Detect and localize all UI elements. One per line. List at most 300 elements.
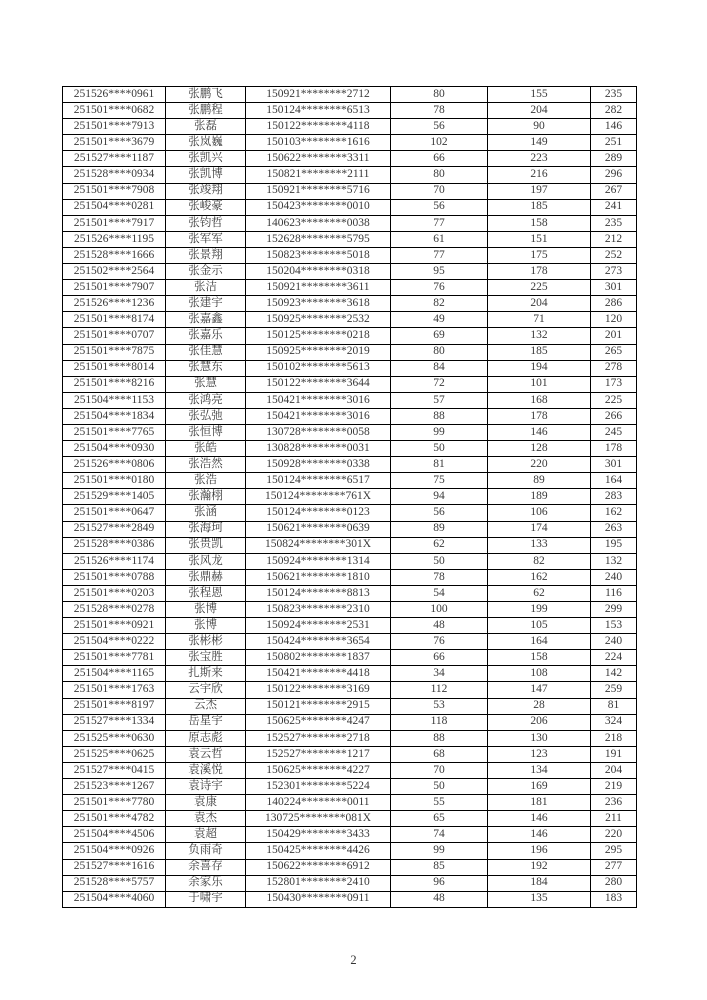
table-cell: 150102********5613 — [246, 360, 391, 376]
table-cell: 77 — [391, 215, 488, 231]
table-cell: 150622********3311 — [246, 151, 391, 167]
table-row — [63, 859, 637, 875]
table-cell: 251501****0682 — [63, 103, 166, 119]
table-cell: 62 — [488, 585, 591, 601]
table-cell: 266 — [591, 408, 637, 424]
table-cell: 150921********5716 — [246, 183, 391, 199]
table-cell: 150925********2019 — [246, 344, 391, 360]
table-cell: 251501****8174 — [63, 312, 166, 328]
table-cell: 195 — [591, 537, 637, 553]
table-cell: 155 — [488, 87, 591, 103]
table-row — [63, 553, 637, 569]
table-cell: 251501****8197 — [63, 698, 166, 714]
table-row — [63, 457, 637, 473]
table-row — [63, 183, 637, 199]
table-cell: 54 — [391, 585, 488, 601]
table-row — [63, 280, 637, 296]
table-cell: 70 — [391, 762, 488, 778]
table-cell: 265 — [591, 344, 637, 360]
table-row — [63, 328, 637, 344]
table-cell: 151 — [488, 231, 591, 247]
table-cell: 150122********3169 — [246, 682, 391, 698]
table-cell: 164 — [488, 634, 591, 650]
table-cell: 张峻豪 — [166, 199, 246, 215]
table-row — [63, 666, 637, 682]
table-cell: 150423********0010 — [246, 199, 391, 215]
table-cell: 251527****1616 — [63, 859, 166, 875]
table-cell: 53 — [391, 698, 488, 714]
table-cell: 张军军 — [166, 231, 246, 247]
table-cell: 218 — [591, 730, 637, 746]
table-cell: 余家乐 — [166, 875, 246, 891]
table-row — [63, 602, 637, 618]
table-cell: 78 — [391, 103, 488, 119]
table-cell: 袁诗宇 — [166, 779, 246, 795]
table-cell: 132 — [488, 328, 591, 344]
table-cell: 66 — [391, 650, 488, 666]
table-cell: 90 — [488, 119, 591, 135]
table-cell: 299 — [591, 602, 637, 618]
table-row — [63, 489, 637, 505]
table-cell: 175 — [488, 247, 591, 263]
table-cell: 169 — [488, 779, 591, 795]
table-cell: 251526****0961 — [63, 87, 166, 103]
table-cell: 张鹏程 — [166, 103, 246, 119]
table-cell: 273 — [591, 264, 637, 280]
table-cell: 153 — [591, 618, 637, 634]
table-cell: 251501****1763 — [63, 682, 166, 698]
table-cell: 251528****5757 — [63, 875, 166, 891]
table-cell: 173 — [591, 376, 637, 392]
table-cell: 150921********3611 — [246, 280, 391, 296]
table-row — [63, 634, 637, 650]
table-row — [63, 424, 637, 440]
table-cell: 张竣翔 — [166, 183, 246, 199]
table-cell: 251501****7913 — [63, 119, 166, 135]
table-cell: 252 — [591, 247, 637, 263]
table-cell: 云杰 — [166, 698, 246, 714]
table-cell: 80 — [391, 87, 488, 103]
table-cell: 251504****0222 — [63, 634, 166, 650]
table-cell: 216 — [488, 167, 591, 183]
table-cell: 280 — [591, 875, 637, 891]
table-cell: 150625********4227 — [246, 762, 391, 778]
table-cell: 251504****1165 — [63, 666, 166, 682]
table-cell: 82 — [391, 296, 488, 312]
table-cell: 112 — [391, 682, 488, 698]
table-cell: 251501****0180 — [63, 473, 166, 489]
table-cell: 岳星宇 — [166, 714, 246, 730]
table-row — [63, 585, 637, 601]
table-row — [63, 151, 637, 167]
table-row — [63, 392, 637, 408]
table-cell: 150125********0218 — [246, 328, 391, 344]
table-cell: 108 — [488, 666, 591, 682]
table-cell: 185 — [488, 344, 591, 360]
table-cell: 150824********301X — [246, 537, 391, 553]
page-number: 2 — [350, 953, 357, 967]
table-cell: 251528****0278 — [63, 602, 166, 618]
table-cell: 142 — [591, 666, 637, 682]
table-cell: 168 — [488, 392, 591, 408]
table-cell: 263 — [591, 521, 637, 537]
table-cell: 50 — [391, 553, 488, 569]
table-cell: 158 — [488, 215, 591, 231]
table-cell: 197 — [488, 183, 591, 199]
table-cell: 50 — [391, 441, 488, 457]
table-cell: 84 — [391, 360, 488, 376]
table-cell: 123 — [488, 746, 591, 762]
table-cell: 251501****8216 — [63, 376, 166, 392]
table-cell: 116 — [591, 585, 637, 601]
table-cell: 178 — [488, 408, 591, 424]
table-cell: 251504****1834 — [63, 408, 166, 424]
table-cell: 152628********5795 — [246, 231, 391, 247]
table-cell: 223 — [488, 151, 591, 167]
table-cell: 张宝胜 — [166, 650, 246, 666]
table-cell: 66 — [391, 151, 488, 167]
table-cell: 162 — [488, 569, 591, 585]
table-cell: 76 — [391, 280, 488, 296]
table-cell: 49 — [391, 312, 488, 328]
table-cell: 192 — [488, 859, 591, 875]
table-row — [63, 843, 637, 859]
table-cell: 57 — [391, 392, 488, 408]
table-cell: 81 — [391, 457, 488, 473]
table-row — [63, 618, 637, 634]
table-cell: 251502****2564 — [63, 264, 166, 280]
table-cell: 241 — [591, 199, 637, 215]
table-cell: 251501****4782 — [63, 811, 166, 827]
table-cell: 277 — [591, 859, 637, 875]
table-cell: 149 — [488, 135, 591, 151]
table-cell: 150124********761X — [246, 489, 391, 505]
table-cell: 张鹏飞 — [166, 87, 246, 103]
table-row — [63, 569, 637, 585]
table-cell: 251526****1236 — [63, 296, 166, 312]
table-cell: 150425********4426 — [246, 843, 391, 859]
table-cell: 251501****0203 — [63, 585, 166, 601]
table-cell: 259 — [591, 682, 637, 698]
table-cell: 150924********2531 — [246, 618, 391, 634]
table-cell: 146 — [488, 811, 591, 827]
table-cell: 251501****7875 — [63, 344, 166, 360]
table-row — [63, 682, 637, 698]
table-cell: 张贵凯 — [166, 537, 246, 553]
table-cell: 张海珂 — [166, 521, 246, 537]
table-cell: 99 — [391, 424, 488, 440]
table-cell: 负雨奇 — [166, 843, 246, 859]
table-cell: 150621********1810 — [246, 569, 391, 585]
table-cell: 184 — [488, 875, 591, 891]
table-cell: 于啸宇 — [166, 891, 246, 907]
table-cell: 211 — [591, 811, 637, 827]
table-cell: 251501****0707 — [63, 328, 166, 344]
table-cell: 88 — [391, 408, 488, 424]
table-cell: 张钧哲 — [166, 215, 246, 231]
table-cell: 张洁 — [166, 280, 246, 296]
table-row — [63, 441, 637, 457]
table-cell: 61 — [391, 231, 488, 247]
table-cell: 152527********1217 — [246, 746, 391, 762]
table-cell: 89 — [391, 521, 488, 537]
table-cell: 150921********2712 — [246, 87, 391, 103]
table-cell: 袁康 — [166, 795, 246, 811]
table-cell: 225 — [591, 392, 637, 408]
table-cell: 150802********1837 — [246, 650, 391, 666]
table-cell: 191 — [591, 746, 637, 762]
table-cell: 146 — [591, 119, 637, 135]
table-cell: 150621********0639 — [246, 521, 391, 537]
table-cell: 56 — [391, 505, 488, 521]
table-cell: 余喜存 — [166, 859, 246, 875]
table-cell: 150821********2111 — [246, 167, 391, 183]
table-cell: 224 — [591, 650, 637, 666]
table-cell: 62 — [391, 537, 488, 553]
table-cell: 袁云哲 — [166, 746, 246, 762]
table-cell: 130828********0031 — [246, 441, 391, 457]
table-cell: 251501****7917 — [63, 215, 166, 231]
table-cell: 146 — [488, 424, 591, 440]
table-row — [63, 167, 637, 183]
table-cell: 96 — [391, 875, 488, 891]
table-cell: 162 — [591, 505, 637, 521]
table-row — [63, 247, 637, 263]
table-cell: 69 — [391, 328, 488, 344]
table-cell: 128 — [488, 441, 591, 457]
table-cell: 77 — [391, 247, 488, 263]
table-cell: 251527****1187 — [63, 151, 166, 167]
table-cell: 张磊 — [166, 119, 246, 135]
table-cell: 178 — [591, 441, 637, 457]
table-cell: 65 — [391, 811, 488, 827]
table-row — [63, 215, 637, 231]
table-cell: 张弘弛 — [166, 408, 246, 424]
table-cell: 140224********0011 — [246, 795, 391, 811]
table-cell: 140623********0038 — [246, 215, 391, 231]
table-cell: 81 — [591, 698, 637, 714]
table-row — [63, 730, 637, 746]
table-cell: 152801********2410 — [246, 875, 391, 891]
table-row — [63, 779, 637, 795]
table-row — [63, 521, 637, 537]
table-cell: 张景翔 — [166, 247, 246, 263]
table-cell: 张鸿亮 — [166, 392, 246, 408]
table-cell: 102 — [391, 135, 488, 151]
table-cell: 152527********2718 — [246, 730, 391, 746]
table-row — [63, 795, 637, 811]
table-cell: 99 — [391, 843, 488, 859]
table-cell: 220 — [488, 457, 591, 473]
table-cell: 194 — [488, 360, 591, 376]
table-cell: 251528****1666 — [63, 247, 166, 263]
table-cell: 150429********3433 — [246, 827, 391, 843]
table-cell: 251504****4506 — [63, 827, 166, 843]
table-cell: 张金示 — [166, 264, 246, 280]
table-cell: 张凯兴 — [166, 151, 246, 167]
table-cell: 251527****1334 — [63, 714, 166, 730]
table-cell: 80 — [391, 167, 488, 183]
table-cell: 150928********0338 — [246, 457, 391, 473]
table-cell: 201 — [591, 328, 637, 344]
table-row — [63, 875, 637, 891]
table-row — [63, 505, 637, 521]
table-cell: 236 — [591, 795, 637, 811]
table-cell: 张嘉乐 — [166, 328, 246, 344]
table-cell: 150823********5018 — [246, 247, 391, 263]
table-row — [63, 296, 637, 312]
table-row — [63, 537, 637, 553]
table-cell: 150925********2532 — [246, 312, 391, 328]
table-cell: 251501****7907 — [63, 280, 166, 296]
table-cell: 130728********0058 — [246, 424, 391, 440]
table-cell: 袁超 — [166, 827, 246, 843]
table-cell: 185 — [488, 199, 591, 215]
table-cell: 251529****1405 — [63, 489, 166, 505]
table-cell: 94 — [391, 489, 488, 505]
table-cell: 301 — [591, 457, 637, 473]
table-cell: 251501****7908 — [63, 183, 166, 199]
table-cell: 张涵 — [166, 505, 246, 521]
table-cell: 张鼎赫 — [166, 569, 246, 585]
table-row — [63, 264, 637, 280]
table-cell: 251501****8014 — [63, 360, 166, 376]
table-cell: 150124********0123 — [246, 505, 391, 521]
table-cell: 135 — [488, 891, 591, 907]
table-cell: 张瀚栩 — [166, 489, 246, 505]
table-cell: 204 — [488, 296, 591, 312]
table-cell: 150421********3016 — [246, 408, 391, 424]
table-cell: 76 — [391, 634, 488, 650]
table-cell: 56 — [391, 119, 488, 135]
table-cell: 251501****7780 — [63, 795, 166, 811]
table-cell: 150430********0911 — [246, 891, 391, 907]
table-cell: 150421********3016 — [246, 392, 391, 408]
table-cell: 206 — [488, 714, 591, 730]
table-cell: 150923********3618 — [246, 296, 391, 312]
table-row — [63, 344, 637, 360]
table-cell: 张岚巍 — [166, 135, 246, 151]
table-cell: 130725********081X — [246, 811, 391, 827]
table-cell: 150625********4247 — [246, 714, 391, 730]
table-cell: 105 — [488, 618, 591, 634]
table-cell: 301 — [591, 280, 637, 296]
table-cell: 95 — [391, 264, 488, 280]
table-cell: 199 — [488, 602, 591, 618]
table-cell: 150122********3644 — [246, 376, 391, 392]
table-cell: 50 — [391, 779, 488, 795]
table-cell: 150823********2310 — [246, 602, 391, 618]
table-cell: 178 — [488, 264, 591, 280]
table-row — [63, 376, 637, 392]
table-cell: 204 — [488, 103, 591, 119]
table-cell: 147 — [488, 682, 591, 698]
table-cell: 100 — [391, 602, 488, 618]
table-cell: 183 — [591, 891, 637, 907]
table-cell: 张程恩 — [166, 585, 246, 601]
table-cell: 张浩然 — [166, 457, 246, 473]
table-cell: 张慧东 — [166, 360, 246, 376]
table-cell: 120 — [591, 312, 637, 328]
table-cell: 82 — [488, 553, 591, 569]
table-cell: 189 — [488, 489, 591, 505]
table-cell: 251504****0930 — [63, 441, 166, 457]
table-cell: 240 — [591, 569, 637, 585]
table-cell: 251525****0625 — [63, 746, 166, 762]
table-cell: 71 — [488, 312, 591, 328]
table-cell: 48 — [391, 891, 488, 907]
table-cell: 150121********2915 — [246, 698, 391, 714]
table-cell: 251504****0281 — [63, 199, 166, 215]
table-row — [63, 119, 637, 135]
table-cell: 204 — [591, 762, 637, 778]
table-cell: 150124********8813 — [246, 585, 391, 601]
table-cell: 196 — [488, 843, 591, 859]
table-cell: 240 — [591, 634, 637, 650]
table-cell: 74 — [391, 827, 488, 843]
table-cell: 130 — [488, 730, 591, 746]
table-cell: 146 — [488, 827, 591, 843]
table-cell: 324 — [591, 714, 637, 730]
table-cell: 袁杰 — [166, 811, 246, 827]
table-cell: 251504****1153 — [63, 392, 166, 408]
table-cell: 251523****1267 — [63, 779, 166, 795]
table-row — [63, 827, 637, 843]
table-row — [63, 199, 637, 215]
table-cell: 225 — [488, 280, 591, 296]
table-cell: 212 — [591, 231, 637, 247]
table-cell: 150421********4418 — [246, 666, 391, 682]
table-cell: 张博 — [166, 618, 246, 634]
table-cell: 150424********3654 — [246, 634, 391, 650]
table-cell: 张凯博 — [166, 167, 246, 183]
table-cell: 152301********5224 — [246, 779, 391, 795]
table-cell: 55 — [391, 795, 488, 811]
table-cell: 张嘉鑫 — [166, 312, 246, 328]
table-cell: 150122********4118 — [246, 119, 391, 135]
table-cell: 295 — [591, 843, 637, 859]
table-cell: 251501****0788 — [63, 569, 166, 585]
table-cell: 张风龙 — [166, 553, 246, 569]
table-cell: 150124********6517 — [246, 473, 391, 489]
table-cell: 251501****3679 — [63, 135, 166, 151]
table-row — [63, 698, 637, 714]
score-table-body — [63, 87, 637, 908]
table-cell: 张博 — [166, 602, 246, 618]
table-row — [63, 103, 637, 119]
table-row — [63, 746, 637, 762]
table-cell: 283 — [591, 489, 637, 505]
table-cell: 扎斯来 — [166, 666, 246, 682]
table-cell: 251501****0647 — [63, 505, 166, 521]
table-cell: 174 — [488, 521, 591, 537]
table-row — [63, 408, 637, 424]
table-cell: 68 — [391, 746, 488, 762]
table-cell: 150622********6912 — [246, 859, 391, 875]
table-cell: 150124********6513 — [246, 103, 391, 119]
table-cell: 220 — [591, 827, 637, 843]
table-cell: 282 — [591, 103, 637, 119]
table-cell: 251527****0415 — [63, 762, 166, 778]
table-cell: 张彬彬 — [166, 634, 246, 650]
table-cell: 70 — [391, 183, 488, 199]
table-cell: 张佳慧 — [166, 344, 246, 360]
table-cell: 251504****4060 — [63, 891, 166, 907]
table-cell: 251501****0921 — [63, 618, 166, 634]
table-cell: 133 — [488, 537, 591, 553]
table-cell: 251527****2849 — [63, 521, 166, 537]
table-cell: 235 — [591, 87, 637, 103]
